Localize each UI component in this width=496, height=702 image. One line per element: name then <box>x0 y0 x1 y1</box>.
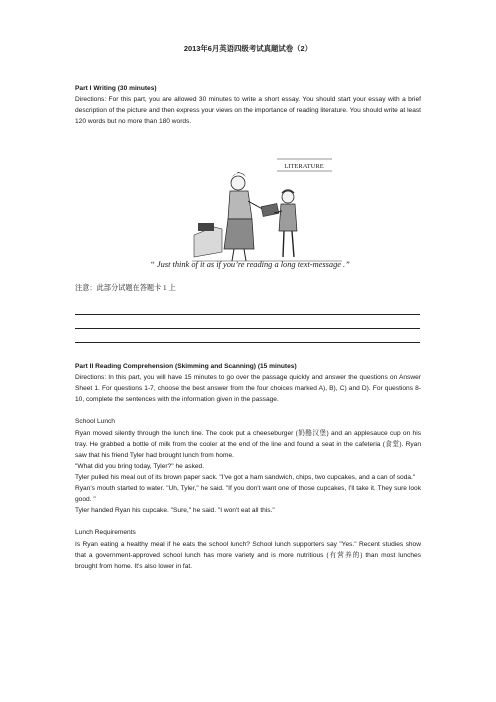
passage-dialogue-line: Tyler handed Ryan his cupcake. "Sure," he said. "I won't eat all this." <box>75 507 275 515</box>
answer-line <box>75 314 420 315</box>
passage-dialogue-line: Ryan's mouth started to water. "Uh, Tyler," he said. "If you don't want one of those cupcakes, I'll take it. They sure look good. " <box>75 485 421 504</box>
teacher-skirt <box>224 219 254 249</box>
desk-shape <box>194 227 222 257</box>
part1-directions: Directions: For this part, you are allowed 30 minutes to write a short essay. You should start your essay with a brief description of the picture and then express your views on the importance of reading literature. You should write at least 120 words but no more than 180 words. <box>75 96 421 126</box>
answer-line <box>75 342 420 343</box>
passage-paragraph: Is Ryan eating a healthy meal if he eats the school lunch? School lunch supporters say "Yes." Recent studies show that a government-approved school lunch has more variety and is more nutritious (有营养的) than most lunches brought from home. It's also lower in fat. <box>75 540 421 570</box>
part2-section <box>75 361 421 572</box>
answer-sheet-note: 注意：此部分试题在答题卡 1 上 <box>75 284 176 292</box>
student-leg-right <box>292 231 294 257</box>
part1-heading: Part I Writing (30 minutes) <box>75 85 157 92</box>
cartoon-sign: LITERATURE <box>284 163 324 170</box>
passage-dialogue-line: Tyler pulled his meal out of its brown paper sack. "I've got a ham sandwich, chips, two cupcakes, and a can of soda." <box>75 473 416 481</box>
cartoon-caption: “ Just think of it as if you’re reading a long text-message .” <box>150 260 350 269</box>
literature-book <box>261 203 279 216</box>
answer-line <box>75 328 420 329</box>
student-body <box>279 204 297 231</box>
teacher-head <box>231 176 245 190</box>
part2-heading: Part II Reading Comprehension (Skimming and Scanning) (15 minutes) <box>75 363 297 370</box>
passage-paragraph: Ryan moved silently through the lunch line. The cook put a cheeseburger (奶酪汉堡) and an applesauce cup on his tray. He grabbed a bottle of milk from the cooler at the end of the line and found a seat in the cafeteria (食堂). Ryan saw that his friend Tyler had brought lunch from home. <box>75 429 421 459</box>
part1-section <box>75 83 421 127</box>
literature-cartoon <box>192 157 342 267</box>
page-title: 2013年6月英语四级考试真题试卷（2） <box>183 44 313 53</box>
student-leg-left <box>283 231 284 257</box>
passage-dialogue-line: "What did you bring today, Tyler?" he asked. <box>75 462 205 470</box>
teacher-body <box>228 191 252 219</box>
student-head <box>282 191 294 203</box>
book-stack <box>198 223 214 231</box>
section-title: Lunch Requirements <box>75 529 136 537</box>
part2-directions: Directions: In this part, you will have 15 minutes to go over the passage quickly and answer the questions on Answer Sheet 1. For questions 1-7, choose the best answer from the four choices marked A), B), C) and D). For questions 8-10, complete the sentences with the information given in the passage. <box>75 374 421 404</box>
passage-title: School Lunch <box>75 418 115 426</box>
